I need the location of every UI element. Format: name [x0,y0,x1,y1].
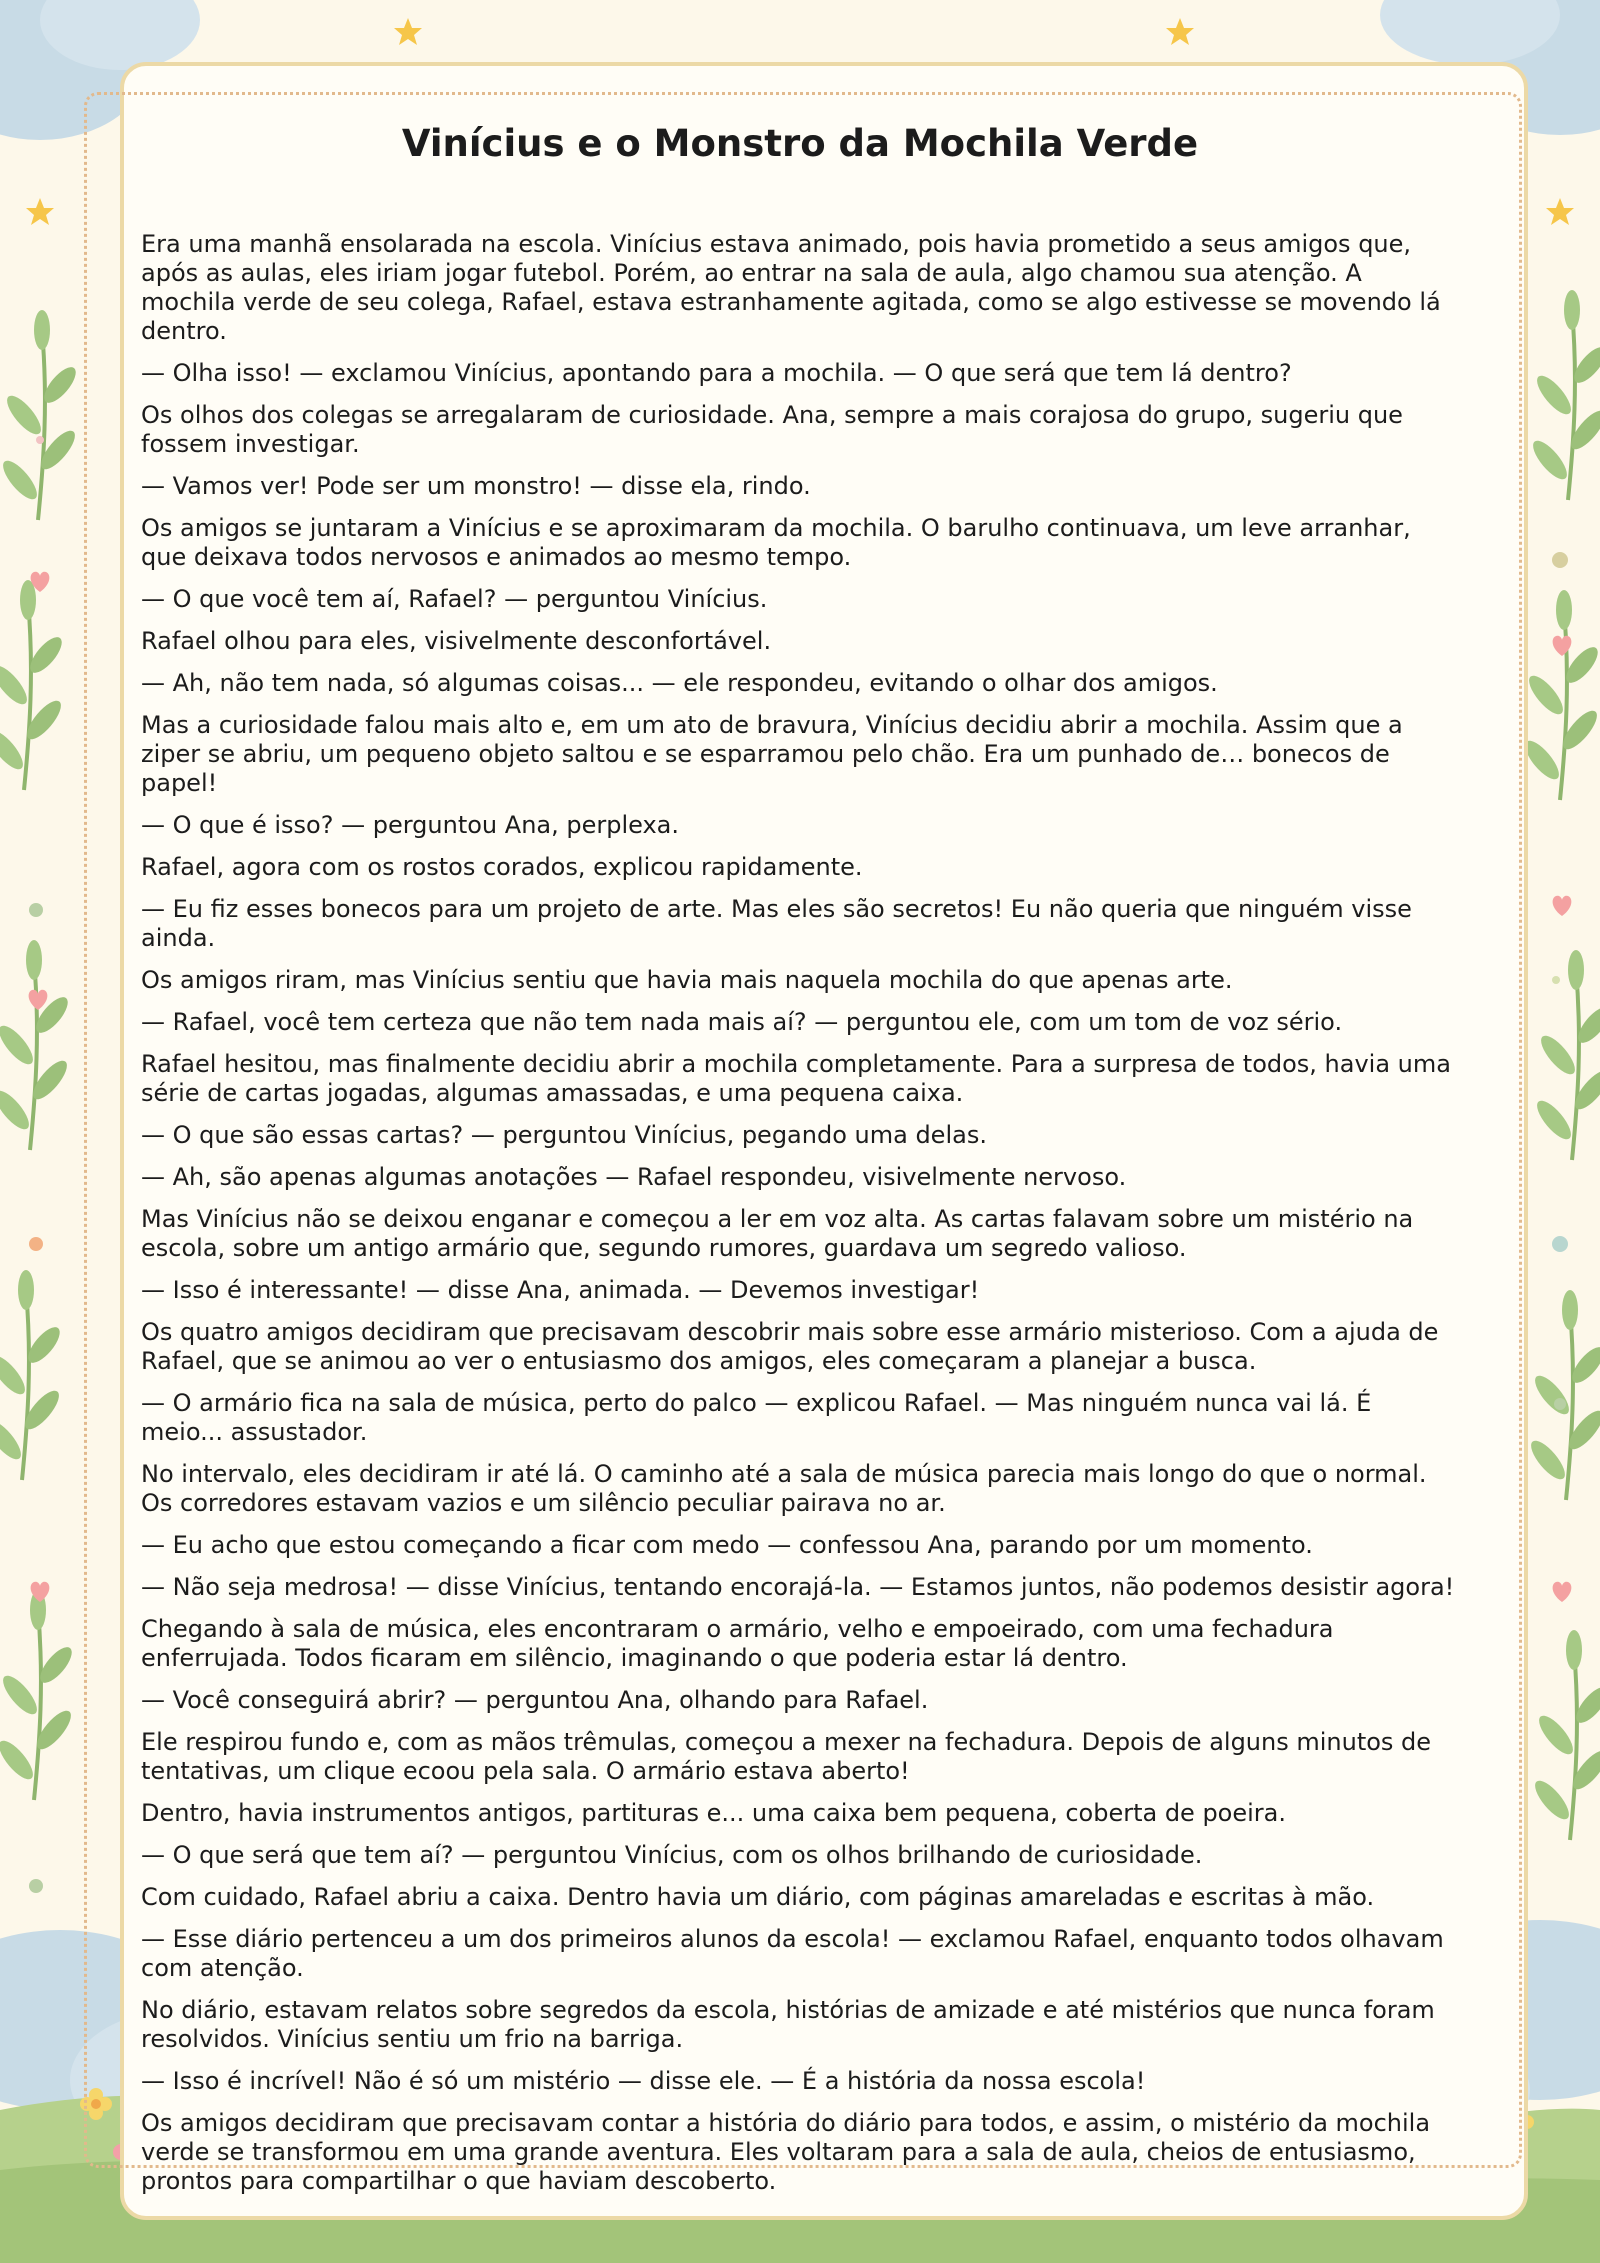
story-paragraph: Os quatro amigos decidiram que precisavam descobrir mais sobre esse armário misterioso. Com a ajuda de Rafael, que se animou ao ver o entusiasmo dos amigos, eles começaram a planejar a busca. [141,1318,1439,1375]
star-icon [26,198,54,225]
story-paragraph: — Eu fiz esses bonecos para um projeto de arte. Mas eles são secretos! Eu não queria que ninguém visse ainda. [141,895,1412,952]
star-icon [394,18,422,45]
story-paragraph: — O que é isso? — perguntou Ana, perplexa. [141,811,680,839]
leaf-branch-icon [0,1590,77,1800]
story-paragraph: — O que são essas cartas? — perguntou Vinícius, pegando uma delas. [141,1121,987,1149]
story-paragraph: Mas a curiosidade falou mais alto e, em um ato de bravura, Vinícius decidiu abrir a mochila. Assim que a ziper se abriu, um pequeno objeto saltou e se esparramou pelo chão. Era um punhado de… bonecos de papel! [141,711,1403,797]
story-paragraph: — Não seja medrosa! — disse Vinícius, tentando encorajá-la. — Estamos juntos, não podemos desistir agora! [141,1573,1455,1601]
story-paragraph: — Esse diário pertenceu a um dos primeiros alunos da escola! — exclamou Rafael, enquanto todos olhavam com atenção. [141,1925,1444,1982]
leaf-branch-icon [0,310,81,520]
story-paragraph: No diário, estavam relatos sobre segredos da escola, histórias de amizade e até mistérios que nunca foram resolvidos. Vinícius sentiu um frio na barriga. [141,1996,1435,2053]
story-paragraph: Ele respirou fundo e, com as mãos trêmulas, começou a mexer na fechadura. Depois de alguns minutos de tentativas, um clique ecoou pela sala. O armário estava aberto! [141,1728,1432,1785]
story-paragraph: Era uma manhã ensolarada na escola. Vinícius estava animado, pois havia prometido a seus amigos que, após as aulas, eles iriam jogar futebol. Porém, ao entrar na sala de aula, algo chamou sua atenção. A mochila verde de seu colega, Rafael, estava estranhamente agitada, como se algo estivesse se movendo lá dentro. [141,230,1441,345]
story-paragraph: — Isso é incrível! Não é só um mistério — disse ele. — É a história da nossa escola! [141,2067,1146,2095]
heart-icon [1553,896,1572,916]
story-paragraph: — O que você tem aí, Rafael? — perguntou Vinícius. [141,585,768,613]
heart-icon [1553,1582,1572,1602]
story-paragraph: No intervalo, eles decidiram ir até lá. O caminho até a sala de música parecia mais longo do que o normal. Os corredores estavam vazios e um silêncio peculiar pairava no ar. [141,1460,1427,1517]
story-paragraph: — Ah, não tem nada, só algumas coisas... — ele respondeu, evitando o olhar dos amigos. [141,669,1218,697]
leaf-branch-icon [1528,290,1600,500]
star-icon [1166,18,1194,45]
story-paragraph: — Ah, são apenas algumas anotações — Rafael respondeu, visivelmente nervoso. [141,1163,1127,1191]
story-paragraph: — O que será que tem aí? — perguntou Vinícius, com os olhos brilhando de curiosidade. [141,1841,1203,1869]
story-paragraph: Mas Vinícius não se deixou enganar e começou a ler em voz alta. As cartas falavam sobre um mistério na escola, sobre um antigo armário que, segundo rumores, guardava um segredo valioso. [141,1205,1414,1262]
story-paragraph: Com cuidado, Rafael abriu a caixa. Dentro havia um diário, com páginas amareladas e escritas à mão. [141,1883,1375,1911]
story-paragraph: Os amigos riram, mas Vinícius sentiu que havia mais naquela mochila do que apenas arte. [141,966,1233,994]
story-paragraph: — Rafael, você tem certeza que não tem nada mais aí? — perguntou ele, com um tom de voz sério. [141,1008,1343,1036]
leaf-branch-icon [0,940,73,1150]
story-paragraph: Rafael hesitou, mas finalmente decidiu abrir a mochila completamente. Para a surpresa de todos, havia uma série de cartas jogadas, algumas amassadas, e uma pequena caixa. [141,1050,1451,1107]
leaf-branch-icon [1526,1290,1600,1500]
leaf-branch-icon [0,580,67,790]
story-paragraph: Os amigos se juntaram a Vinícius e se aproximaram da mochila. O barulho continuava, um leve arranhar, que deixava todos nervosos e animados ao mesmo tempo. [141,514,1411,571]
story-paragraph: — O armário fica na sala de música, perto do palco — explicou Rafael. — Mas ninguém nunca vai lá. É meio... assustador. [141,1389,1372,1446]
story-paragraph: Os amigos decidiram que precisavam contar a história do diário para todos, e assim, o mistério da mochila verde se transformou em uma grande aventura. Eles voltaram para a sala de aula, cheios de entusiasmo, prontos para compartilhar o que haviam descoberto. [141,2109,1431,2195]
leaf-branch-icon [0,1270,65,1480]
story-paragraph: — Você conseguirá abrir? — perguntou Ana, olhando para Rafael. [141,1686,929,1714]
leaf-branch-icon [1520,590,1600,800]
story-paragraph: Chegando à sala de música, eles encontraram o armário, velho e empoeirado, com uma fechadura enferrujada. Todos ficaram em silêncio, imaginando o que poderia estar lá dentro. [141,1615,1334,1672]
story-paragraph: Rafael, agora com os rostos corados, explicou rapidamente. [141,853,863,881]
story-paragraph: Rafael olhou para eles, visivelmente desconfortável. [141,627,772,655]
story-body [141,230,1456,2209]
leaf-branch-icon [1532,950,1600,1160]
leaf-branch-icon [1530,1630,1600,1840]
story-paragraph: — Olha isso! — exclamou Vinícius, apontando para a mochila. — O que será que tem lá dentro? [141,359,1292,387]
star-icon [1546,198,1574,225]
story-paragraph: — Vamos ver! Pode ser um monstro! — disse ela, rindo. [141,472,811,500]
heart-icon [1553,636,1572,656]
story-paragraph: — Eu acho que estou começando a ficar com medo — confessou Ana, parando por um momento. [141,1531,1313,1559]
story-title: Vinícius e o Monstro da Mochila Verde [401,122,1199,165]
story-paragraph: Dentro, havia instrumentos antigos, partituras e... uma caixa bem pequena, coberta de poeira. [141,1799,1287,1827]
story-paragraph: — Isso é interessante! — disse Ana, animada. — Devemos investigar! [141,1276,980,1304]
story-paragraph: Os olhos dos colegas se arregalaram de curiosidade. Ana, sempre a mais corajosa do grupo, sugeriu que fossem investigar. [141,401,1403,458]
